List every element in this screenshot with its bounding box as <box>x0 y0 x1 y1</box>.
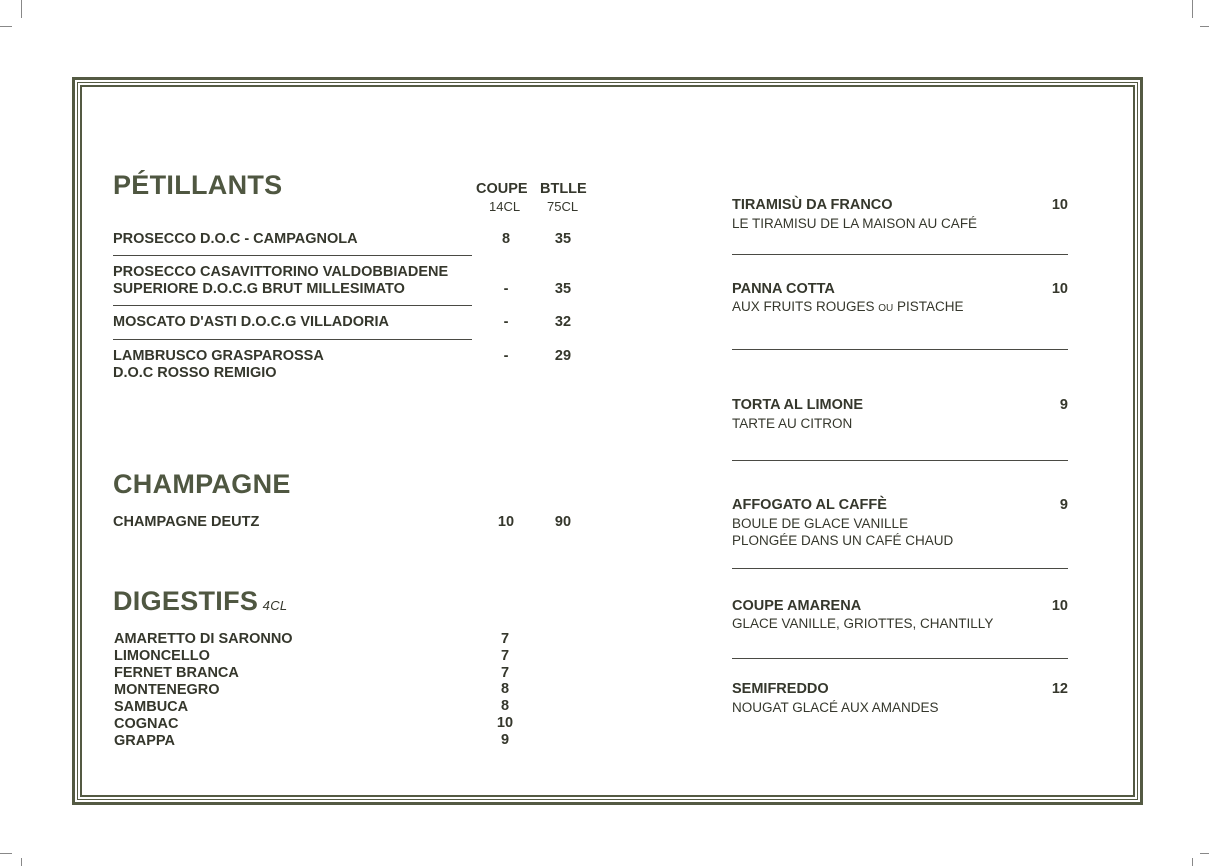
wine-item-btlle-price: 35 <box>554 281 572 297</box>
dessert-item-name: TORTA AL LIMONE <box>732 397 864 413</box>
dessert-item-price: 12 <box>1051 681 1068 697</box>
column-unit-btlle: 75CL <box>547 199 579 214</box>
dessert-item-price: 10 <box>1051 598 1068 614</box>
section-title-petillants: PÉTILLANTS <box>113 170 283 200</box>
wine-item-name-line2: SUPERIORE D.O.C.G BRUT MILLESIMATO <box>113 281 405 297</box>
dessert-item-price: 9 <box>1059 497 1068 513</box>
digestif-item-price: 7 <box>500 647 510 664</box>
column-header-coupe: COUPE <box>476 181 528 197</box>
wine-item-coupe-price: - <box>503 281 509 297</box>
dessert-item-price: 10 <box>1051 281 1068 297</box>
digestif-item-price: 8 <box>500 681 510 698</box>
dessert-item-name: TIRAMISÙ DA FRANCO <box>732 197 893 213</box>
dessert-description-part: AUX FRUITS ROUGES <box>732 299 879 314</box>
crop-mark <box>1200 853 1209 854</box>
divider <box>113 255 472 256</box>
digestifs-unit: 4CL <box>262 598 288 613</box>
crop-mark <box>0 853 12 854</box>
wine-item-btlle-price: 32 <box>554 314 572 330</box>
digestif-item-name: AMARETTO DI SARONNO <box>114 631 293 647</box>
dessert-description-part: PISTACHE <box>893 299 964 314</box>
divider <box>732 460 1068 461</box>
digestif-item-name: FERNET BRANCA <box>114 665 239 681</box>
wine-item-name: MOSCATO D'ASTI D.O.C.G VILLADORIA <box>113 314 389 330</box>
champagne-item-name: CHAMPAGNE DEUTZ <box>113 514 260 530</box>
digestif-item-price: 8 <box>500 698 510 715</box>
crop-mark <box>1200 26 1209 27</box>
digestifs-list <box>114 631 293 750</box>
crop-mark <box>1192 858 1193 866</box>
crop-mark <box>21 0 22 18</box>
dessert-item-description-line2: PLONGÉE DANS UN CAFÉ CHAUD <box>732 533 954 548</box>
section-title-digestifs <box>113 586 287 617</box>
dessert-item-name: PANNA COTTA <box>732 281 835 297</box>
dessert-item-description: LE TIRAMISU DE LA MAISON AU CAFÉ <box>732 216 978 231</box>
divider <box>113 305 472 306</box>
dessert-item-name: COUPE AMARENA <box>732 598 862 614</box>
digestif-item-price: 7 <box>500 664 510 681</box>
divider <box>113 339 472 340</box>
crop-mark <box>21 858 22 866</box>
divider <box>732 658 1068 659</box>
digestif-item-price: 7 <box>500 631 510 647</box>
digestif-item-price: 9 <box>500 731 510 748</box>
digestifs-prices <box>490 631 520 749</box>
wine-item-name: LAMBRUSCO GRASPAROSSA <box>113 348 324 364</box>
wine-item-name: PROSECCO D.O.C - CAMPAGNOLA <box>113 231 358 247</box>
wine-item-name-line2: D.O.C ROSSO REMIGIO <box>113 365 277 381</box>
digestif-item-name: MONTENEGRO <box>114 682 220 698</box>
wine-item-name: PROSECCO CASAVITTORINO VALDOBBIADENE <box>113 264 449 280</box>
dessert-item-description: TARTE AU CITRON <box>732 416 853 431</box>
crop-mark <box>0 26 12 27</box>
divider <box>732 254 1068 255</box>
dessert-item-price: 9 <box>1059 397 1068 413</box>
dessert-item-description: GLACE VANILLE, GRIOTTES, CHANTILLY <box>732 616 994 631</box>
wine-item-coupe-price: - <box>503 348 509 364</box>
dessert-item-description: BOULE DE GLACE VANILLE <box>732 516 909 531</box>
digestif-item-name: GRAPPA <box>114 733 175 749</box>
dessert-item-description <box>732 298 964 317</box>
section-title-champagne: CHAMPAGNE <box>113 469 291 499</box>
wine-item-btlle-price: 35 <box>554 231 572 247</box>
dessert-item-name: SEMIFREDDO <box>732 681 829 697</box>
wine-item-coupe-price: 8 <box>501 231 511 247</box>
crop-mark <box>1192 0 1193 18</box>
divider <box>732 568 1068 569</box>
wine-item-coupe-price: - <box>503 314 509 330</box>
digestif-item-name: SAMBUCA <box>114 699 189 715</box>
column-unit-coupe: 14CL <box>489 199 521 214</box>
champagne-item-coupe-price: 10 <box>497 514 515 530</box>
column-header-btlle: BTLLE <box>540 181 587 197</box>
champagne-item-btlle-price: 90 <box>554 514 572 530</box>
wine-item-btlle-price: 29 <box>554 348 572 364</box>
digestifs-title: DIGESTIFS <box>113 586 259 616</box>
digestif-item-name: LIMONCELLO <box>114 648 210 664</box>
dessert-description-or: OU <box>878 303 894 314</box>
divider <box>732 349 1068 350</box>
digestif-item-price: 10 <box>496 714 514 731</box>
dessert-item-description: NOUGAT GLACÉ AUX AMANDES <box>732 700 939 715</box>
digestif-item-name: COGNAC <box>114 716 179 732</box>
dessert-item-name: AFFOGATO AL CAFFÈ <box>732 497 887 513</box>
dessert-item-price: 10 <box>1051 197 1068 213</box>
